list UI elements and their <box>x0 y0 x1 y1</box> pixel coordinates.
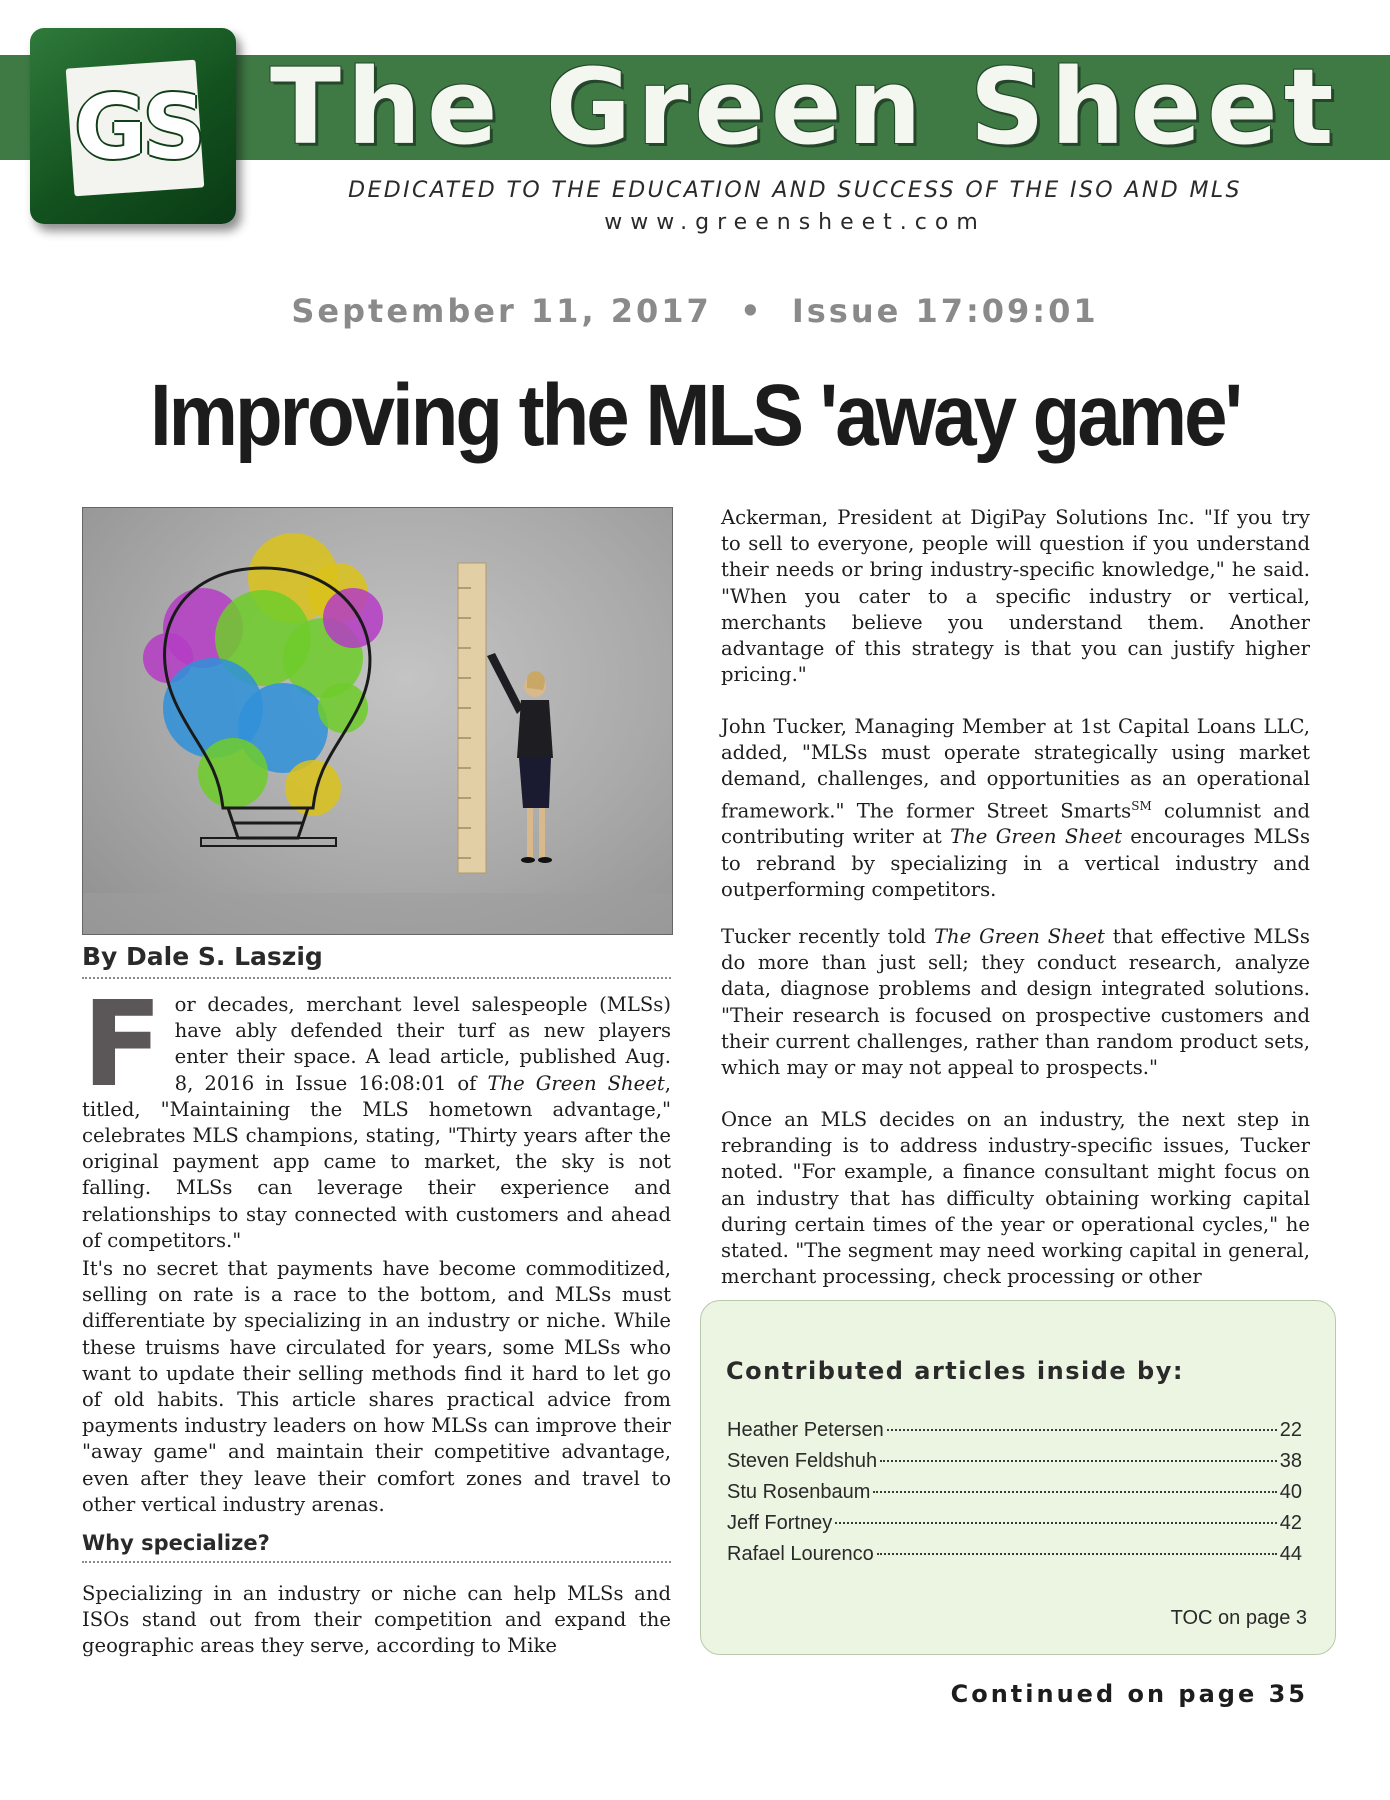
leader-dots <box>880 1460 1277 1462</box>
tucker-text-c: encourages MLSs to rebrand by specializing in a vertical industry and outperforming competitors. <box>721 825 1310 901</box>
contributor-name: Stu Rosenbaum <box>727 1481 871 1503</box>
continued-on-page: Continued on page 35 <box>950 1680 1308 1708</box>
contributor-page: 22 <box>1279 1419 1302 1441</box>
drop-cap: F <box>82 975 163 1113</box>
leader-dots <box>873 1491 1276 1493</box>
article-headline: Improving the MLS 'away game' <box>149 365 1240 465</box>
paragraph-commoditized: It's no secret that payments have become commoditized, selling on rate is a race to the bottom, and MLSs must differentiate by specializing in an industry or niche. While these truisms have circulated for years, some MLSs who want to update their selling methods find it hard to let go of old habits. This article shares practical advice from payments industry leaders on how MLSs can improve their "away game" and maintain their competitive advantage, even after they leave their comfort zones and travel to other vertical industry arenas. <box>82 1257 671 1516</box>
website-url: www.greensheet.com <box>604 210 986 235</box>
paragraph-tucker-research <box>721 924 1310 1081</box>
contributor-name: Heather Petersen <box>727 1419 884 1441</box>
issue-date-line: September 11, 2017 • Issue 17:09:01 <box>291 292 1099 330</box>
tucker-text-b: columnist and contributing writer at <box>721 799 1310 849</box>
lightbulb-illustration <box>83 508 672 934</box>
publication-name-italic: The Green Sheet <box>487 1071 665 1095</box>
publication-name-italic: The Green Sheet <box>950 825 1122 849</box>
leader-dots <box>835 1522 1277 1524</box>
intro-text-end: , titled, "Maintaining the MLS hometown advantage," celebrates MLS champions, stating, "Thirty years after the original payment app came to market, the sky is not falling. MLSs can leverage their experience and relationships to stay connected with customers and ahead of competitors." <box>82 1071 671 1252</box>
contributor-page: 42 <box>1279 1512 1302 1534</box>
intro-text: or decades, merchant level salespeople (MLSs) have ably defended their turf as new players enter their space. A lead article, published Aug. 8, 2016 in Issue 16:08:01 of <box>174 993 671 1095</box>
research-text-a: Tucker recently told <box>721 925 934 948</box>
contributor-page: 40 <box>1279 1481 1302 1503</box>
contributor-entry <box>727 1419 1302 1450</box>
paragraph-ackerman: Ackerman, President at DigiPay Solutions Inc. "If you try to sell to everyone, people will question if you understand their needs or bring industry-specific knowledge," he said. "When you cater to a specific industry or vertical, merchants believe you understand them. Another advantage of this strategy is that you can justify higher pricing." <box>721 506 1310 687</box>
contributor-page: 38 <box>1279 1450 1302 1472</box>
publication-name-italic: The Green Sheet <box>933 925 1105 948</box>
section-heading: Why specialize? <box>82 1531 671 1563</box>
contributor-name: Jeff Fortney <box>727 1512 833 1534</box>
contributor-entry <box>727 1450 1302 1481</box>
leader-dots <box>887 1429 1277 1431</box>
contributor-entry <box>727 1543 1302 1574</box>
paragraph-specializing: Specializing in an industry or niche can help MLSs and ISOs stand out from their competition and expand the geographic areas they serve, according to Mike <box>82 1582 671 1658</box>
toc-page-note: TOC on page 3 <box>1170 1607 1307 1629</box>
byline: By Dale S. Laszig <box>82 942 671 979</box>
contributor-entry <box>727 1481 1302 1512</box>
leader-dots <box>877 1553 1277 1555</box>
tagline: DEDICATED TO THE EDUCATION AND SUCCESS OF THE ISO AND MLS <box>348 178 1242 203</box>
article-photo <box>82 507 673 935</box>
contributor-name: Rafael Lourenco <box>727 1543 874 1565</box>
service-mark: SM <box>1131 798 1152 813</box>
contributors-list <box>727 1419 1302 1574</box>
paragraph-rebranding: Once an MLS decides on an industry, the next step in rebranding is to address industry-specific issues, Tucker noted. "For example, a finance consultant might focus on an industry that has difficulty obtaining working capital during certain times of the year or operational cycles," he stated. "The segment may need working capital in general, merchant processing, check processing or other <box>721 1108 1310 1289</box>
publication-title: The Green Sheet <box>270 46 1340 168</box>
logo-text: GS <box>74 76 202 179</box>
gs-logo <box>30 28 236 224</box>
contributor-page: 44 <box>1279 1543 1302 1565</box>
contributors-box <box>700 1300 1336 1655</box>
paragraph-intro <box>82 975 671 1254</box>
paragraph-tucker-intro <box>721 714 1310 903</box>
contributor-entry <box>727 1512 1302 1543</box>
contributors-heading: Contributed articles inside by: <box>726 1357 1184 1385</box>
contributor-name: Steven Feldshuh <box>727 1450 878 1472</box>
tucker-text-a: John Tucker, Managing Member at 1st Capital Loans LLC, added, "MLSs must operate strategically using market demand, challenges, and opportunities as an operational framework." The former Street Smarts <box>721 715 1310 823</box>
research-text-b: that effective MLSs do more than just sell; they conduct research, analyze data, diagnose problems and design integrated solutions. "Their research is focused on prospective customers and their current challenges, rather than random product sets, which may or may not appeal to prospects." <box>721 925 1310 1080</box>
